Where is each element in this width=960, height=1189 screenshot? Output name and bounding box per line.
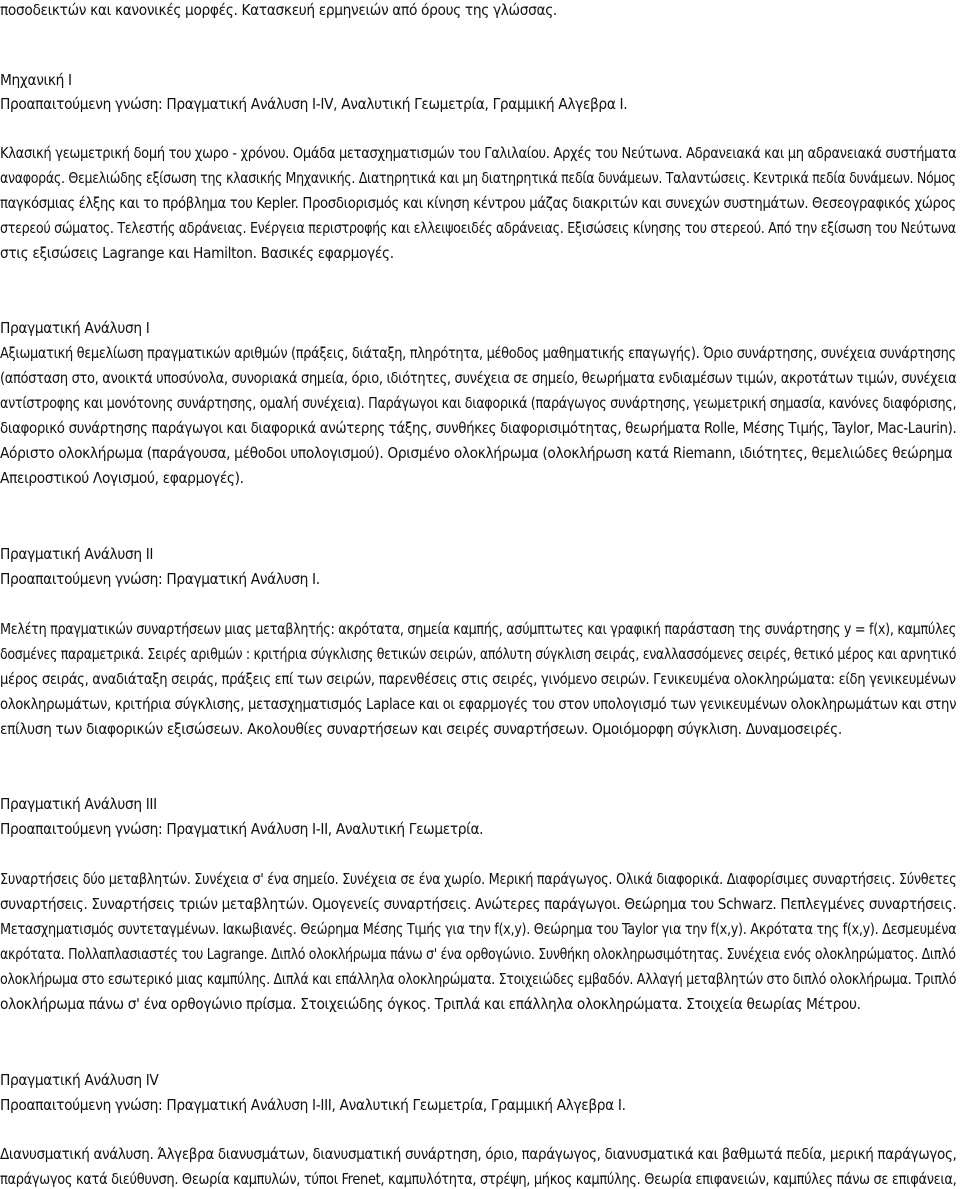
text-line: ποσοδεικτών και κανονικές μορφές. Κατασκευή ερμηνειών από όρους της γλώσσας. [0,1,557,19]
text-line: ολοκλήρωμα πάνω σ' ένα ορθογώνιο πρίσμα. Στοιχειώδης όγκος. Τριπλά και επάλληλα ολοκληρώματα. Στοιχεία θεωρίας Μέτρου. [0,995,861,1013]
text-line: Πραγματική Ανάλυση Ι [0,319,150,337]
text-line: Μελέτη πραγματικών συναρτήσεων μιας μεταβλητής: ακρότατα, σημεία καμπής, ασύμπτωτες και γραφική παράσταση της συνάρτησης y = f(x), καμπύλες [0,620,957,638]
text-line: παράγωγος κατά διεύθυνση. Θεωρία καμπυλών, τύποι Frenet, καμπυλότητα, στρέψη, μήκος καμπύλης. Θεωρία επιφανειών, καμπύλες πάνω σε επιφάνεια, [0,1170,957,1188]
text-line: διαφορικό συνάρτησης παράγωγοι και διαφορικά ανώτερης τάξης, συνθήκες διαφορισιμότητας, θεωρήματα Rolle, Μέσης Τιμής, Taylor, Mac-Laurin). [0,419,957,437]
text-line: Προαπαιτούμενη γνώση: Πραγματική Ανάλυση Ι-ΙV, Αναλυτική Γεωμετρία, Γραμμική Αλγεβρα Ι. [0,95,628,113]
text-line: Πραγματική Ανάλυση ΙΙ [0,545,154,563]
text-line: στις εξισώσεις Lagrange και Hamilton. Βασικές εφαρμογές. [0,244,394,262]
text-line: ακρότατα. Πολλαπλασιαστές του Lagrange. Διπλό ολοκλήρωμα πάνω σ' ένα ορθογώνιο. Συνθήκη ολοκληρωσιμότητας. Συνέχεια ενός ολοκληρώματος. Διπλό [0,945,956,963]
text-line: Διανυσματική ανάλυση. Άλγεβρα διανυσμάτων, διανυσματική συνάρτηση, όριο, παράγωγος, διανυσματικά και βαθμωτά πεδία, μερική παράγωγος, [0,1145,957,1163]
text-line: (απόσταση στο, ανοικτά υποσύνολα, συνοριακά σημεία, όριο, ιδιότητες, συνέχεια σε σημείο, θεωρήματα ενδιαμέσων τιμών, ακροτάτων τιμών, συνέχεια [0,369,957,387]
text-line: επίλυση των διαφορικών εξισώσεων. Ακολουθίες συναρτήσεων και σειρές συναρτήσεων. Ομοιόμορφη σύγκλιση. Δυναμοσειρές. [0,720,842,738]
text-line: αντίστροφης και μονότονης συνάρτησης, ομαλή συνέχεια). Παράγωγοι και διαφορικά (παράγωγος συνάρτησης, γεωμετρική σημασία, κανόνες διαφόρισης, [0,394,957,412]
text-line: συναρτήσεις. Συναρτήσεις τριών μεταβλητών. Ομογενείς συναρτήσεις. Ανώτερες παράγωγοι. Θεώρημα του Schwarz. Πεπλεγμένες συναρτήσεις. [0,895,957,913]
text-line: μέρος σειράς, αναδιάταξη σειράς, πράξεις επί των σειρών, παρενθέσεις στις σειρές, γινόμενο σειρών. Γενικευμένα ολοκληρώματα: είδη γενικευμένων [0,670,956,688]
text-line: παγκόσμιας έλξης και το πρόβλημα του Kepler. Προσδιορισμός και κίνηση κέντρου μάζας διακριτών και συνεχών συστημάτων. Θεσεογραφικός χώρος [0,194,956,212]
text-line: Αόριστο ολοκλήρωμα (παράγουσα, μέθοδοι υπολογισμού). Ορισμένο ολοκλήρωμα (ολοκλήρωση κατά Riemann, ιδιότητες, θεμελιώδες θεώρημα [0,444,953,462]
text-line: δοσμένες παραμετρικά. Σειρές αριθμών : κριτήρια σύγκλισης θετικών σειρών, απόλυτη σύγκλιση σειράς, εναλλασσόμενες σειρές, θετικό μέρος και αρνητικό [0,645,957,663]
text-line: Συναρτήσεις δύο μεταβλητών. Συνέχεια σ' ένα σημείο. Συνέχεια σε ένα χωρίο. Μερική παράγωγος. Ολικά διαφορικά. Διαφορίσιμες συναρτήσεις. Σύνθετες [0,870,957,888]
text-line: Πραγματική Ανάλυση ΙΙΙ [0,795,157,813]
text-line: Προαπαιτούμενη γνώση: Πραγματική Ανάλυση Ι. [0,570,320,588]
text-line: Κλασική γεωμετρική δομή του χωρο - χρόνου. Ομάδα μετασχηματισμών του Γαλιλαίου. Αρχές του Νεύτωνα. Αδρανειακά και μη αδρανειακά συστήματα [0,144,957,162]
text-line: Απειροστικού Λογισμού, εφαρμογές). [0,469,244,487]
text-line: αναφοράς. Θεμελιώδης εξίσωση της κλασικής Μηχανικής. Διατηρητικά και μη διατηρητικά πεδία δυνάμεων. Ταλαντώσεις. Κεντρικά πεδία δυνάμεων. Νόμος [0,169,956,187]
text-line: ολοκλήρωμα στο εσωτερικό μιας καμπύλης. Διπλά και επάλληλα ολοκληρώματα. Στοιχειώδες εμβαδόν. Αλλαγή μεταβλητών στο διπλό ολοκλήρωμα. Τριπλό [0,970,957,988]
text-line: στερεού σώματος. Τελεστής αδράνειας. Ενέργεια περιστροφής και ελλειψοειδές αδράνειας. Εξισώσεις κίνησης του στερεού. Από την εξίσωση του Νεύτωνα [0,219,956,237]
text-line: Μηχανική Ι [0,71,72,89]
text-line: Αξιωματική θεμελίωση πραγματικών αριθμών (πράξεις, διάταξη, πληρότητα, μέθοδος μαθηματικής επαγωγής). Όριο συνάρτησης, συνέχεια συνάρτησης [0,344,956,362]
text-line: Προαπαιτούμενη γνώση: Πραγματική Ανάλυση Ι-ΙΙ, Αναλυτική Γεωμετρία. [0,820,484,838]
text-line: Μετασχηματισμός συντεταγμένων. Ιακωβιανές. Θεώρημα Μέσης Τιμής για την f(x,y). Θεώρημα του Taylor για την f(x,y). Ακρότατα της f(x,y). Δεσμευμένα [0,920,957,938]
text-line: ολοκληρωμάτων, κριτήρια σύγκλισης, μετασχηματισμός Laplace και οι εφαρμογές του στον υπολογισμό των γενικευμένων ολοκληρωμάτων και στην [0,695,957,713]
text-line: Πραγματική Ανάλυση ΙV [0,1071,159,1089]
text-line: Προαπαιτούμενη γνώση: Πραγματική Ανάλυση Ι-ΙΙΙ, Αναλυτική Γεωμετρία, Γραμμική Αλγεβρα Ι. [0,1096,626,1114]
